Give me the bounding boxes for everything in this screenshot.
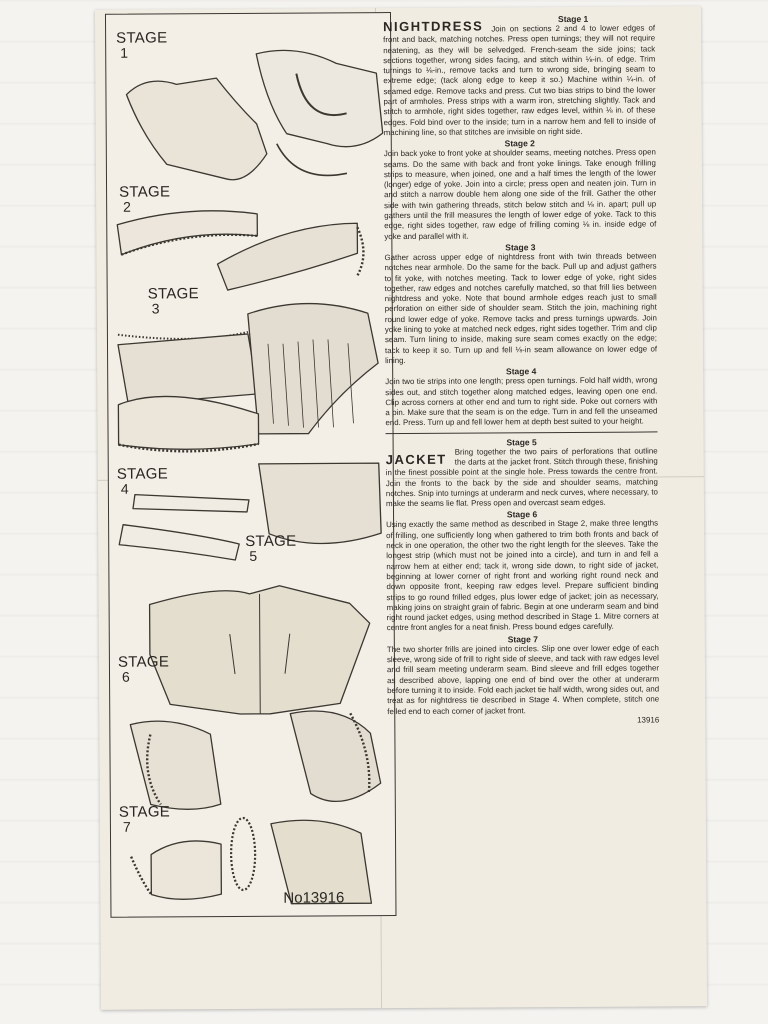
stage-label-5: STAGE 5 bbox=[245, 532, 297, 564]
stage-label-1: STAGE 1 bbox=[116, 29, 168, 61]
stage-text: The two shorter frills are joined into circles. Slip one over lower edge of each sleeve, wrong side of frill to right side of sleeve, and tack with raw edges level and frill seam meeting underarm seam. Bind sleeve and frill edges together as described above, lapping one end of bind over the other at underarm before turning it to inside. Fold each jacket tie half width, wrong sides out, and treat as for nightdress tie described in Stage 4. When complete, stitch one felled end to each corner of jacket front. bbox=[386, 643, 660, 716]
stage-label-7: STAGE 7 bbox=[118, 803, 171, 835]
stage-text: Join on sections 2 and 4 to lower edges of front and back, matching notches. Press open turnings; they will not require neatening, as they will be selvedged. French-seam the side joins; tack sections together, wrong sides facing, and stitch within ⅛-in. of edge. Trim turnings to ⅛-in., remove tacks and turn to wrong side, bringing seam to extreme edge; (tack along edge to keep it so.) Machine within ¼-in. of seamed edge. Remove tacks and press. Cut two bias strips to bind the lower part of armholes. Press strips with a warm iron, stretching slightly. Tack and stitch to armhole, right sides together, raw edges level, within ⅛ in. of these edges. Fold bind over to the inside; turn in a narrow hem and fell to inside of machining line, so that stitches are invisible on right side. bbox=[383, 23, 656, 138]
jacket-section bbox=[386, 436, 660, 726]
stage6-left-piece bbox=[130, 721, 221, 810]
stage7-sleeve bbox=[151, 841, 221, 900]
stage-heading: Stage 2 bbox=[504, 138, 535, 149]
section-divider bbox=[386, 431, 658, 434]
instruction-text-column bbox=[383, 12, 659, 725]
stage7-frill bbox=[131, 857, 151, 895]
stage2-frill-right bbox=[357, 227, 363, 275]
stage-heading: Stage 4 bbox=[506, 366, 537, 377]
stage3-lower-yoke bbox=[118, 396, 258, 450]
stage-label-6: STAGE 6 bbox=[117, 653, 170, 685]
stage6-right-piece bbox=[290, 711, 381, 802]
stage1-back-piece bbox=[256, 50, 383, 147]
nightdress-title: NIGHTDRESS bbox=[383, 18, 484, 35]
stage-heading: Stage 1 bbox=[557, 13, 589, 25]
stage-heading: Stage 5 bbox=[506, 436, 537, 448]
pattern-number: No13916 bbox=[283, 889, 345, 907]
stage-text: Join two tie strips into one length; press open turnings. Fold half width, wrong sides out, and stitch together along matched edges, leaving open one end. Clip across corners at other end and turn to right side. Poke out corners with a pin. Make sure that the seam is on the edge. Turn in and fell the unseamed end. Press. Turn up and fell lower hem at depth best suited to your height. bbox=[385, 375, 658, 428]
stage-label-4: STAGE 4 bbox=[116, 465, 169, 497]
illustration-panel bbox=[105, 12, 397, 918]
stage-text: Bring together the two pairs of perforations that outline the darts at the jacket front. Stitch through these, finishing in the finest possible point at the single hole. Press towards the centre front. Join the fronts to the back by the side and shoulder seams, matching notches. Snip into turnings at underarm and neck curves, where necessary, to make the seams lie flat. Press open and overcast seam edges. bbox=[385, 446, 658, 509]
stage4-tie-lower bbox=[119, 524, 239, 561]
stage-text: Gather across upper edge of nightdress front with twin threads between notches near armhole. Do the same for the back. Pull up and adjust gathers to fit yoke, with notches meeting. Tack to lower edge of yoke, right sides together, raw edges and notches carefully matched, so that frill lies between nightdress and yoke. Note that bound armhole edges reach just to small perforation on either side of shoulder seam. Stitch the join, machining right round lower edge of yoke. Remove tacks and press turnings upwards. Join yoke lining to yoke at matched neck edges, right sides together. Trim and clip seam. Turn lining to inside, making sure seam comes exactly on the edge; tack to keep it so. Turn up and fell ⅛-in seam allowance on lower edge of lining. bbox=[384, 251, 658, 366]
stage-heading: Stage 3 bbox=[505, 242, 536, 253]
stage3-right-yoke bbox=[248, 303, 379, 434]
stage1-front-piece bbox=[126, 78, 267, 181]
stage7-frill-circle bbox=[231, 818, 255, 890]
stage3-bodice bbox=[118, 334, 258, 405]
stage-text: Using exactly the same method as described in Stage 2, make three lengths of frilling, one sufficiently long when gathered to trim both fronts and back of neck in one operation, the other two the right length for the sleeves. Take the longest strip (which must not be joined into a circle), and turn in and fell a narrow hem at either end; tack it, wrong side down, to right side of jacket, beginning at lower corner of right front and working right round neck and down opposite front, keeping raw edges level. Prepare sufficient binding strips to go round frilled edges, plus lower edge of jacket; join as necessary, making joins on straight grain of fabric. Begin at one underarm seam and bind right round jacket edges, using method described in Stage 1. Mitre corners at centre front angles for a neat finish. Press bound edges carefully. bbox=[386, 518, 659, 633]
stage-heading: Stage 6 bbox=[506, 509, 538, 520]
jacket-title: JACKET bbox=[385, 451, 447, 467]
stage1-neckline bbox=[277, 143, 347, 175]
stage-heading: Stage 7 bbox=[507, 633, 538, 645]
stage-text: Join back yoke to front yoke at shoulder seams, meeting notches. Press open seams. Do the same with back and front yoke linings. Take enough frilling strips to measure, when joined, one and a half times the length of the lower (longer) edge of yoke. Join into a circle; press open and neaten join. Turn in and stitch a narrow double hem along one side of the frill. Gather the other side with twin gathering threads, stitch below stitch and ⅛ in. apart; pull up gathers until the frill measures the length of lower edge of yoke. Tack to this edge, right sides together, raw edge of frilling coming ⅛ in. inside edge of yoke and parallel with it. bbox=[383, 147, 657, 241]
pattern-instruction-sheet bbox=[95, 6, 707, 1010]
stage-label-2: STAGE 2 bbox=[119, 183, 171, 215]
nightdress-section bbox=[383, 13, 658, 428]
stage4-tie-upper bbox=[133, 494, 249, 513]
pattern-end-number: 13916 bbox=[637, 715, 660, 725]
stage-label-3: STAGE 3 bbox=[147, 285, 199, 317]
stage4-skirt-lower bbox=[259, 463, 381, 544]
